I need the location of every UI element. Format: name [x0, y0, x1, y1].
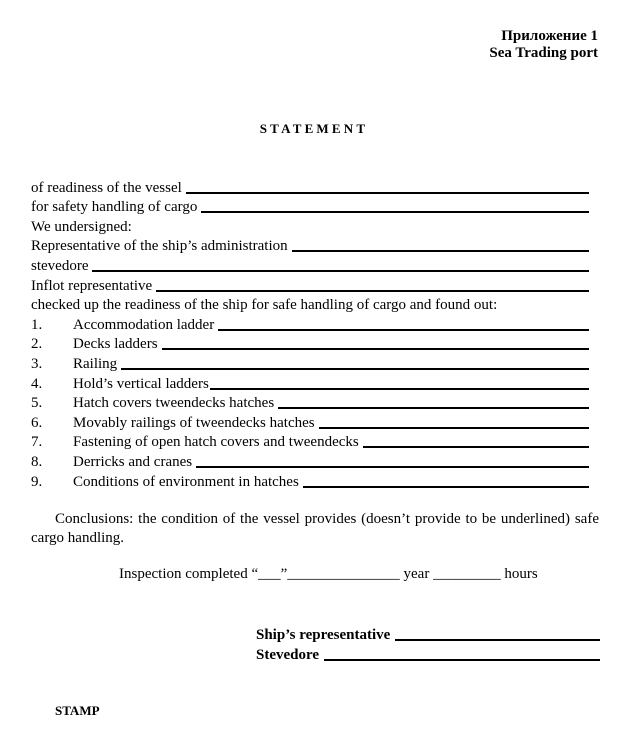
- signature-row: [256, 624, 600, 644]
- ship-rep-signature-line[interactable]: [395, 639, 600, 641]
- item-fill-line[interactable]: [303, 486, 589, 488]
- item-fill-line[interactable]: [162, 348, 589, 350]
- signature-block: [256, 624, 600, 664]
- field-label: for safety handling of cargo: [31, 199, 198, 216]
- item-label: Conditions of environment in hatches: [73, 473, 299, 490]
- item-fill-line[interactable]: [363, 446, 589, 448]
- intro-row: [31, 255, 589, 275]
- inflot-fill-line[interactable]: [156, 290, 589, 292]
- field-label: stevedore: [31, 257, 89, 274]
- port-name: Sea Trading port: [489, 45, 598, 61]
- document-header: [489, 28, 598, 62]
- ship-rep-label: Ship’s representative: [256, 627, 391, 643]
- stevedore-fill-line[interactable]: [92, 270, 589, 272]
- item-fill-line[interactable]: [196, 466, 589, 468]
- appendix-label: Приложение 1: [501, 28, 598, 44]
- checklist-item: [31, 471, 589, 491]
- checklist-item: [31, 412, 589, 432]
- item-label: Railing: [73, 355, 118, 372]
- item-label: Derricks and cranes: [73, 453, 193, 470]
- checklist-item: [31, 451, 589, 471]
- item-number: 1.: [31, 316, 43, 333]
- checklist-item: [31, 393, 589, 413]
- intro-row: [31, 275, 589, 295]
- item-label: Fastening of open hatch covers and tweendecks: [73, 434, 359, 451]
- item-label: Hold’s vertical ladders: [73, 375, 209, 392]
- conclusion-paragraph: [31, 510, 599, 548]
- item-number: 7.: [31, 434, 43, 451]
- statement-form: [31, 177, 589, 491]
- item-fill-line[interactable]: [121, 368, 589, 370]
- field-label: We undersigned:: [31, 218, 132, 235]
- intro-row: [31, 177, 589, 197]
- item-fill-line[interactable]: [218, 329, 589, 331]
- item-fill-line[interactable]: [278, 407, 589, 409]
- item-label: Decks ladders: [73, 336, 158, 353]
- intro-row: [31, 236, 589, 256]
- checklist-item: [31, 432, 589, 452]
- item-label: Hatch covers tweendecks hatches: [73, 395, 275, 412]
- item-label: Accommodation ladder: [73, 316, 215, 333]
- cargo-fill-line[interactable]: [201, 211, 589, 213]
- inspection-line: Inspection completed “___”_______________ year _________ hours: [119, 566, 538, 582]
- item-number: 9.: [31, 473, 43, 490]
- intro-row: [31, 216, 589, 236]
- checklist-item: [31, 314, 589, 334]
- item-number: 2.: [31, 336, 43, 353]
- checklist-item: [31, 334, 589, 354]
- stamp-label: STAMP: [55, 703, 100, 718]
- item-label: Movably railings of tweendecks hatches: [73, 414, 315, 431]
- item-number: 8.: [31, 453, 43, 470]
- intro-row: [31, 197, 589, 217]
- checklist-item: [31, 353, 589, 373]
- document-title: STATEMENT: [259, 121, 369, 136]
- item-fill-line[interactable]: [210, 388, 589, 390]
- signature-row: [256, 644, 600, 664]
- checklist-item: [31, 373, 589, 393]
- ship-admin-fill-line[interactable]: [292, 250, 589, 252]
- item-number: 5.: [31, 395, 43, 412]
- field-label: Representative of the ship’s administration: [31, 238, 288, 255]
- stevedore-signature-line[interactable]: [324, 659, 600, 661]
- field-label: checked up the readiness of the ship for safe handling of cargo and found out:: [31, 297, 498, 314]
- field-label: Inflot representative: [31, 277, 153, 294]
- intro-row: [31, 295, 589, 315]
- conclusion-text: Conclusions: the condition of the vessel provides (doesn’t provide to be underlined) safe cargo handling.: [31, 511, 599, 546]
- item-fill-line[interactable]: [319, 427, 589, 429]
- vessel-fill-line[interactable]: [186, 192, 589, 194]
- item-number: 4.: [31, 375, 43, 392]
- field-label: of readiness of the vessel: [31, 179, 182, 196]
- item-number: 6.: [31, 414, 43, 431]
- item-number: 3.: [31, 355, 43, 372]
- stevedore-label: Stevedore: [256, 647, 320, 663]
